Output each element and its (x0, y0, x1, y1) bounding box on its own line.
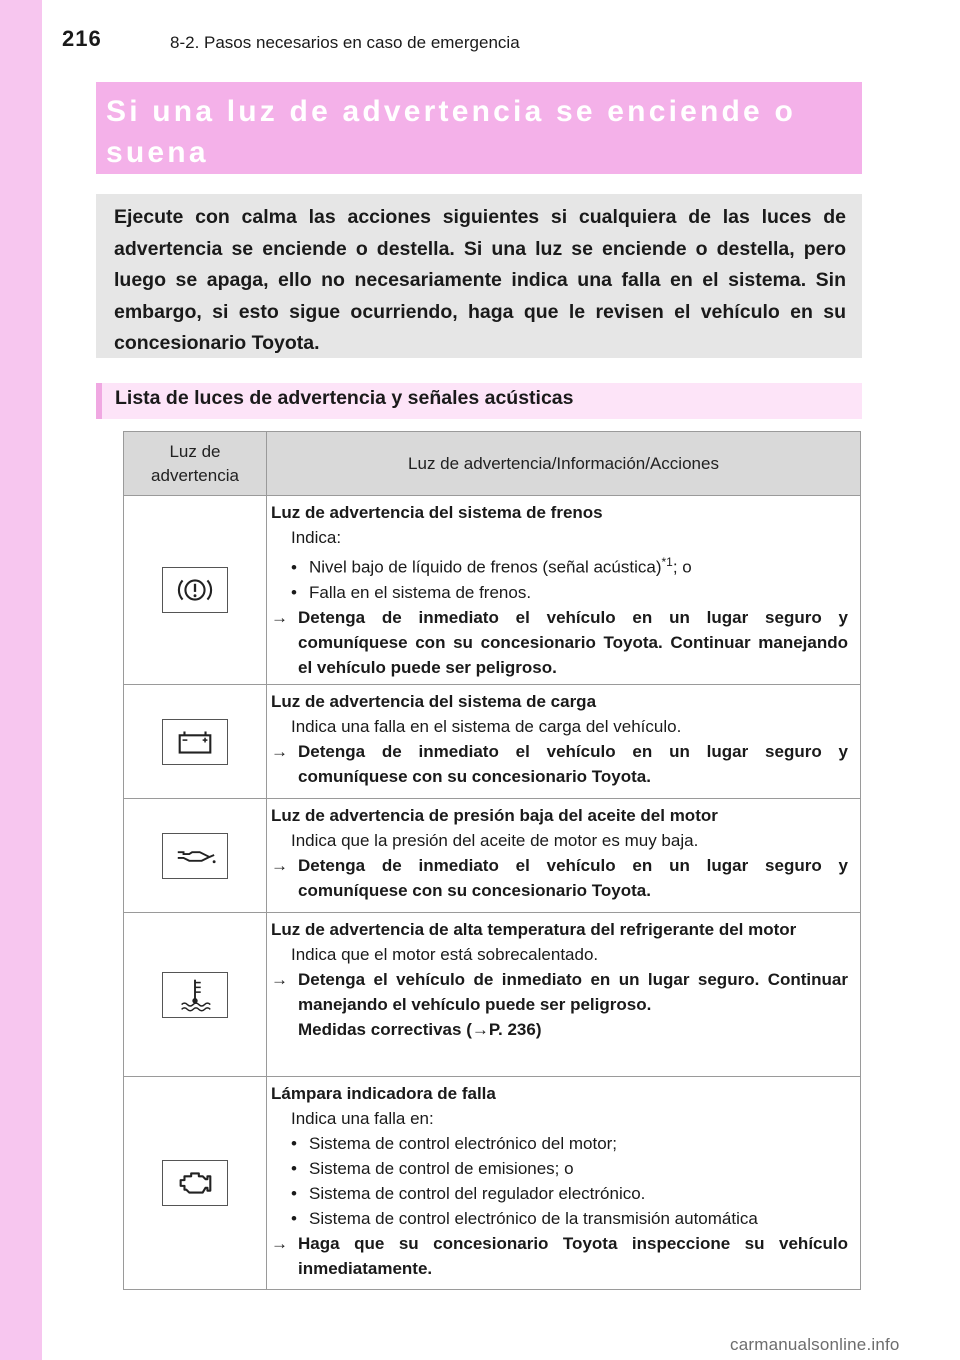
watermark: carmanualsonline.info (730, 1335, 900, 1354)
footnote-ref: *1 (661, 555, 673, 569)
row-action (271, 605, 848, 680)
row-action-text: Detenga de inmediato el vehículo en un lugar seguro y comuníquese con su concesionario Toyota. Continuar manejando el vehículo puede ser peligroso. (298, 607, 848, 677)
arrow-icon: → (471, 1020, 489, 1039)
list-item-text: Sistema de control del regulador electrónico. (309, 1184, 646, 1203)
row-title: Lámpara indicadora de falla (271, 1084, 496, 1103)
brake-warning-icon (162, 567, 228, 613)
table-row (124, 912, 860, 1076)
row-indica: Indica que el motor está sobrecalentado. (291, 945, 599, 964)
icon-cell (124, 496, 267, 684)
bullet-glyph: • (291, 1184, 297, 1203)
list-item-text: Sistema de control de emisiones; o (309, 1159, 574, 1178)
row-indica: Indica una falla en el sistema de carga del vehículo. (291, 717, 682, 736)
page-number: 216 (62, 26, 102, 51)
row-action-text: Detenga el vehículo de inmediato en un lugar seguro. Continuar manejando el vehículo puede ser peligroso. (298, 970, 848, 1014)
check-engine-icon (162, 1160, 228, 1206)
column-header-light-line1: Luz de (169, 441, 221, 461)
intro-text: Ejecute con calma las acciones siguientes si cualquiera de las luces de advertencia se enciende o destella. Si una luz se enciende o destella, pero luego se apaga, ello no necesariamente indica una falla en el sistema. Sin embargo, si esto sigue ocurriendo, haga que le revisen el vehículo en su concesionario Toyota. (114, 206, 846, 354)
list-item-suffix: ; o (672, 557, 692, 577)
row-action (271, 853, 848, 903)
list-item-text: Falla en el sistema de frenos. (309, 582, 532, 602)
list-item-text: Sistema de control electrónico de la transmisión automática (309, 1209, 758, 1228)
table-row (124, 495, 860, 684)
list-item-text: Nivel bajo de líquido de frenos (señal acústica) (309, 557, 662, 577)
row-title: Luz de advertencia de alta temperatura del refrigerante del motor (271, 920, 797, 939)
icon-cell (124, 1077, 267, 1289)
row-indica: Indica: (291, 528, 342, 547)
list-item (271, 580, 848, 605)
arrow-icon: → (271, 970, 288, 989)
row-action-reference (271, 1017, 848, 1042)
description-cell (267, 913, 860, 1076)
title-banner (96, 82, 862, 174)
page-edge-tab (0, 0, 42, 1360)
column-header-info-text: Luz de advertencia/Información/Acciones (408, 453, 719, 473)
bullet-glyph: • (291, 1159, 297, 1178)
description-cell (267, 685, 860, 798)
coolant-temperature-icon (162, 972, 228, 1018)
page-reference-link[interactable]: P. 236) (488, 1020, 542, 1039)
section-title: Lista de luces de advertencia y señales acústicas (96, 383, 862, 419)
list-item (271, 1181, 848, 1206)
row-indica: Indica una falla en: (291, 1109, 434, 1128)
oil-pressure-icon (162, 833, 228, 879)
description-cell (267, 799, 860, 912)
table-row (124, 798, 860, 912)
list-item (271, 1156, 848, 1181)
arrow-icon: → (271, 607, 288, 627)
row-action-text: Detenga de inmediato el vehículo en un lugar seguro y comuníquese con su concesionario Toyota. (298, 742, 848, 786)
row-action-text: Haga que su concesionario Toyota inspeccione su vehículo inmediatamente. (298, 1234, 848, 1278)
column-header-info (267, 432, 860, 495)
table-header-row (124, 432, 860, 495)
battery-charging-icon (162, 719, 228, 765)
title-line-1: Si una luz de advertencia se enciende o suena (106, 95, 796, 169)
icon-cell (124, 913, 267, 1076)
row-indica: Indica que la presión del aceite de motor es muy baja. (291, 831, 699, 850)
row-action (271, 967, 848, 1017)
intro-box (96, 194, 862, 358)
warning-lights-table (123, 431, 861, 1290)
running-head: 8-2. Pasos necesarios en caso de emergencia (170, 33, 520, 52)
description-cell (267, 496, 860, 684)
row-action (271, 739, 848, 789)
table-row (124, 684, 860, 798)
row-title: Luz de advertencia de presión baja del aceite del motor (271, 806, 718, 825)
list-item (271, 1131, 848, 1156)
reference-text: Medidas correctivas ( (298, 1020, 472, 1039)
table-row (124, 1076, 860, 1289)
row-action (271, 1231, 848, 1281)
column-header-light (124, 432, 267, 495)
bullet-glyph: • (291, 1134, 297, 1153)
row-title: Luz de advertencia del sistema de carga (271, 692, 597, 711)
row-action-text: Detenga de inmediato el vehículo en un lugar seguro y comuníquese con su concesionario Toyota. (298, 856, 848, 900)
row-title: Luz de advertencia del sistema de frenos (271, 503, 603, 522)
arrow-icon: → (271, 742, 288, 761)
arrow-icon: → (271, 1234, 288, 1253)
list-item (271, 1206, 848, 1231)
list-item-text: Sistema de control electrónico del motor; (309, 1134, 618, 1153)
arrow-icon: → (271, 856, 288, 875)
list-item (271, 550, 848, 580)
description-cell (267, 1077, 860, 1289)
icon-cell (124, 799, 267, 912)
bullet-glyph: • (291, 582, 297, 602)
icon-cell (124, 685, 267, 798)
column-header-light-line2: advertencia (151, 465, 239, 485)
bullet-glyph: • (291, 1209, 297, 1228)
bullet-glyph: • (291, 557, 297, 577)
